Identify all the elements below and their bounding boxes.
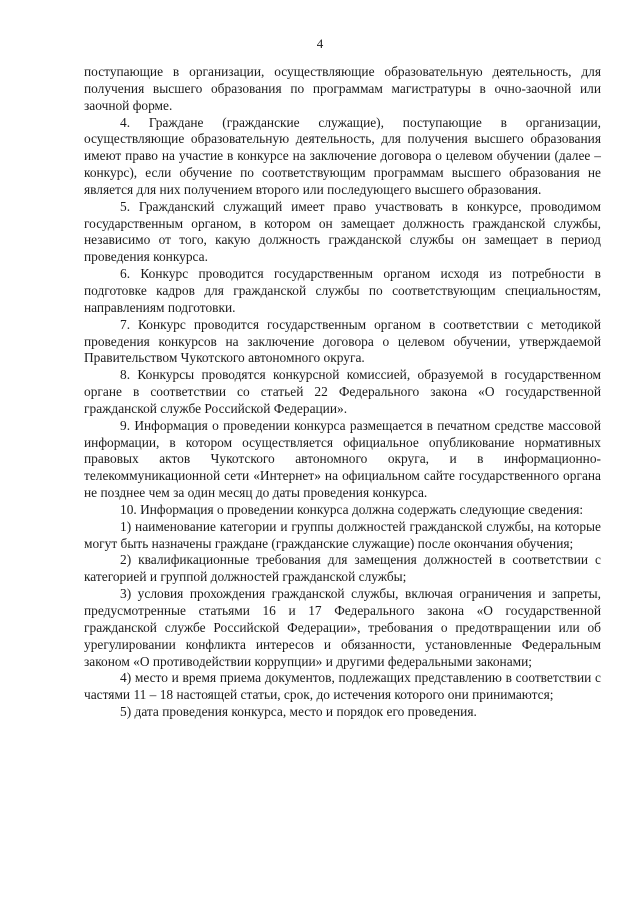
paragraph-item-4: 4. Граждане (гражданские служащие), поступающие в организации, осуществляющие образовательную деятельность, для получения высшего образования имеют право на участие в конкурсе на заключение договора о целевом обучении (далее – конкурс), если обучение по соответствующим программам высшего образования не является для них получением второго или последующего высшего образования. xyxy=(84,114,601,197)
paragraph-item-6: 6. Конкурс проводится государственным органом исходя из потребности в подготовке кадров для гражданской службы по соответствующим специальностям, направлениям подготовки. xyxy=(84,266,601,315)
subitem-2: 2) квалификационные требования для замещения должностей в соответствии с категорией и группой должностей гражданской службы; xyxy=(84,552,601,585)
paragraph-item-5: 5. Гражданский служащий имеет право участвовать в конкурсе, проводимом государственным органом, в котором он замещает должность гражданской службы, независимо от того, какую должность гражданской службы он замещает в период проведения конкурса. xyxy=(84,198,601,265)
document-body xyxy=(84,64,601,721)
paragraph-item-7: 7. Конкурс проводится государственным органом в соответствии с методикой проведения конкурсов на заключение договора о целевом обучении, утверждаемой Правительством Чукотского автономного округа. xyxy=(84,316,601,366)
subitem-5: 5) дата проведения конкурса, место и порядок его проведения. xyxy=(120,704,477,720)
subitem-1: 1) наименование категории и группы должностей гражданской службы, на которые могут быть назначены граждане (гражданские служащие) после окончания обучения; xyxy=(84,518,601,551)
paragraph-item-10: 10. Информация о проведении конкурса должна содержать следующие сведения: xyxy=(120,501,584,517)
paragraph-item-9: 9. Информация о проведении конкурса размещается в печатном средстве массовой информации, в котором осуществляется официальное опубликование нормативных правовых актов Чукотского автономного округа, и в информационно-телекоммуникационной сети «Интернет» на официальном сайте государственного органа не позднее чем за один месяц до даты проведения конкурса. xyxy=(84,417,601,501)
subitem-4: 4) место и время приема документов, подлежащих представлению в соответствии с частями 11 – 18 настоящей статьи, срок, до истечения которого они принимаются; xyxy=(84,670,601,703)
page-number: 4 xyxy=(316,36,324,51)
paragraph-item-8: 8. Конкурсы проводятся конкурсной комиссией, образуемой в государственном органе в соответствии со статьей 22 Федерального закона «О государственной гражданской службе Российской Федерации». xyxy=(84,367,601,416)
subitem-3: 3) условия прохождения гражданской службы, включая ограничения и запреты, предусмотренные статьями 16 и 17 Федерального закона «О государственной гражданской службе Российской Федерации», требования о предотвращении или об урегулировании конфликта интересов и обязанности, установленные Федеральным законом «О противодействии коррупции» и другими федеральными законами; xyxy=(84,586,601,669)
paragraph-continuation: поступающие в организации, осуществляющие образовательную деятельность, для получения высшего образования по программам магистратуры в очно-заочной или заочной форме. xyxy=(84,64,601,113)
